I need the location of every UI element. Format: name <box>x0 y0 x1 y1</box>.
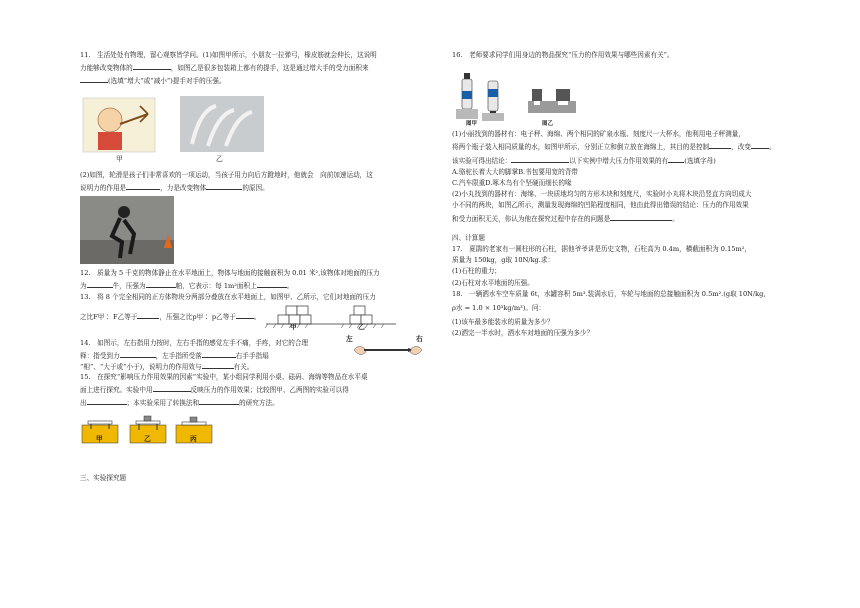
q13-text-d: 。 <box>253 312 261 321</box>
q11-text-c: ，如图乙是很多包装箱上都有的提手，这是通过增大手的受力面积来 <box>170 64 369 73</box>
q11-line3 <box>80 74 425 87</box>
q16-2-text-c: 和受力面积无关，你认为他在探究过程中存在的问题是 <box>452 214 611 223</box>
q12-line1: 12. 质量为 5 千克的物体静止在水平地面上，物体与地面的接触面积为 0.01 米²,该物体对地面的压力 <box>80 269 380 278</box>
q18-line1: 18. 一辆洒水车空车质量 6t，水罐容积 5m³.装满水后，车轮与地面的总接触面积为 0.5m².(g取 10N/kg, <box>452 289 766 298</box>
q12-text-c: 牛，压强为 <box>112 282 146 291</box>
answer-blank[interactable] <box>133 61 171 70</box>
q14-block <box>80 334 425 372</box>
q17-sub2: (2)石柱对水平地面的压强。 <box>452 278 534 287</box>
label-left: 左 <box>346 334 353 343</box>
q16-1-text-b: 将两个瓶子装入相同质量的水，如图甲所示，分别正立和倒立放在海绵上，其目的是控制 <box>452 143 710 152</box>
q14-text-e: “相”、“大于或“小于)，说明力的作用效与 <box>80 362 202 371</box>
q17-line1: 17. 夏鹃的老家有一圆柱形的石柱，据他爷爷讲是历史文物，石柱高为 0.4m，横截面积为 0.15m²， <box>452 245 751 254</box>
answer-blank[interactable] <box>137 310 159 319</box>
label-right: 右 <box>416 334 423 343</box>
q16-2-line2: 小不同的两块，如图乙所示，测量发现海绵的凹陷程度相同，他由此得出错误的结论：压力的作用效果 <box>452 201 749 210</box>
figure-caption-bing: 丙 <box>190 435 197 444</box>
q15-line3 <box>80 396 425 409</box>
q11-figure <box>80 96 425 166</box>
q16-1-text-e: 该实验可得出结论： <box>452 156 512 165</box>
figure-caption-yi: 乙 <box>216 154 223 163</box>
q16-1-line3 <box>452 154 802 167</box>
q17-sub1: (1)石柱的重力； <box>452 267 501 276</box>
q11-line1: 11. 生活处处有物理，留心观察皆学问。(1)如图甲所示，小朋友一拉弹弓，橡皮筋就会伸长，这说明 <box>80 51 377 59</box>
q14-line1: 14. 如图示，左右指用力按时，左右手指的感觉左手不痛，手疼，对它的合理 <box>80 338 309 347</box>
figure-caption-jia: 甲 <box>290 322 297 331</box>
q11-text-b: 力能够改变物体的 <box>80 64 133 73</box>
q16-1-text-f: 以下实例中增大压力作用效果的有 <box>569 156 669 165</box>
figure-caption-yi: 乙 <box>144 435 151 444</box>
q14-text-c: ，左手指所受落 <box>155 351 202 360</box>
q15-text-b: 面上进行探究。实验中用 <box>80 385 153 394</box>
q13-line2 <box>80 310 260 323</box>
q16-option-c-d: C.汽车限重D.啄木鸟有个坚硬而细长的喙 <box>452 179 572 188</box>
q11-2-line2 <box>80 181 425 194</box>
figure-caption-yi: 图乙 <box>542 121 554 128</box>
figure-caption-jia: 甲 <box>116 154 123 163</box>
q16-1-text-g: (选填字母) <box>684 156 716 165</box>
q11-2-text-b: 说明力的作用是 <box>80 183 127 192</box>
q18-line2: ρ水 = 1.0 × 10³kg/m³)。问： <box>452 304 546 313</box>
q16-2-line1: (2)小丸找到的器材有：海绵、一块质地均匀的方形木块和刻度尺，实验时小丸将木块沿竖直方向切成大 <box>452 190 752 199</box>
q15-text-c: 反映压力的作用效果；比较图甲、乙两图的实验可以得 <box>190 385 349 394</box>
answer-blank[interactable] <box>153 383 191 392</box>
q12-text-e: 。 <box>286 282 294 291</box>
answer-blank[interactable] <box>146 279 176 288</box>
q15-text-f: 的研究方法。 <box>239 399 279 408</box>
figure-caption-jia: 图甲 <box>466 121 478 128</box>
q14-text-d: 右手手指塌 <box>235 351 269 360</box>
q16-1-line2 <box>452 140 802 153</box>
q16-1-line1: (1)小丽找到的器材有：电子秤、海绵、两个相同的矿泉水瓶、刻度尺一大杯水，他利用电子秤测量， <box>452 130 745 139</box>
q11-2-text-d: 的原因。 <box>242 183 269 192</box>
roller-skating-photo <box>80 196 174 264</box>
q17-line2: 质量为 150kg，g取 10N/kg.求： <box>452 256 555 265</box>
q11-text-d: (选填“增大”或“减小”)提手对手的压强。 <box>108 77 226 86</box>
figure-caption-yi: 乙 <box>358 322 365 331</box>
answer-blank[interactable] <box>126 181 160 190</box>
q14-text-f: 有关。 <box>233 362 254 371</box>
answer-blank[interactable] <box>610 212 672 221</box>
q15-text-e: ；本实验采用了转换法和 <box>126 399 200 408</box>
q18-sub1: (1)该车最多能装水的质量为多少？ <box>452 318 554 327</box>
answer-blank[interactable] <box>120 349 156 358</box>
q13-text-b: 之比F甲∶ F乙等于 <box>80 312 138 321</box>
section-3-heading: 三、实验探究题 <box>80 474 127 483</box>
q11-2-text-c: ，力是改变物体 <box>160 183 207 192</box>
answer-blank[interactable] <box>87 396 127 405</box>
left-column <box>80 50 425 484</box>
answer-blank[interactable] <box>257 279 287 288</box>
q16-1-text-c: ，改变 <box>731 143 751 152</box>
q13-figure <box>80 304 425 330</box>
q11-2-line1: (2)如图，轮滑是孩子们非常喜欢的一项运动，当孩子用力向后方蹬地时，他就会 向前加速运动，这 <box>80 170 373 179</box>
figure-caption-jia: 甲 <box>96 435 103 444</box>
answer-blank[interactable] <box>199 396 239 405</box>
q16-1-text-d: 。 <box>768 143 776 152</box>
answer-blank[interactable] <box>236 310 254 319</box>
answer-blank[interactable] <box>511 154 569 163</box>
right-column <box>452 50 802 340</box>
q18-sub2: (2)洒完一半水时，洒水车对地面的压强为多少？ <box>452 329 594 338</box>
q16-option-a-b: A.骆驼长着大大的脚掌B.书包要用宽的背带 <box>452 167 578 176</box>
answer-blank[interactable] <box>202 360 234 369</box>
answer-blank[interactable] <box>87 279 113 288</box>
q12-text-d: 帕，它表示：每 1m²面积上 <box>175 282 257 291</box>
q11-line2 <box>80 61 425 74</box>
q16-title: 16. 老师要求同学们用身边的物品探究“压力的作用效果与哪些因素有关”。 <box>452 51 674 59</box>
q12-line2 <box>80 279 425 292</box>
q15-figure <box>80 413 425 447</box>
answer-blank[interactable] <box>206 181 242 190</box>
q15-text-d: 出 <box>80 399 87 408</box>
q14-text-b: 释：指受到力 <box>80 351 120 360</box>
section-4-heading: 四、计算题 <box>452 233 485 242</box>
answer-blank[interactable] <box>668 154 684 163</box>
q14-line3 <box>80 360 253 373</box>
answer-blank[interactable] <box>80 74 108 83</box>
q15-line2 <box>80 383 425 396</box>
answer-blank[interactable] <box>751 140 769 149</box>
q15-line1: 15. 在探究“影响压力作用效果的因素”实验中，某小组同学利用小桌、砝码、海绵等物品在水平桌 <box>80 372 368 381</box>
answer-blank[interactable] <box>709 140 731 149</box>
q13-line1: 13. 将 8 个完全相同的正方体物块分两部分叠放在水平地面上，如图甲、乙所示，它们对地面的压力 <box>80 293 376 302</box>
slingshot-and-handle-images <box>80 96 425 166</box>
q16-2-line3 <box>452 212 802 225</box>
q16-figure <box>452 67 802 129</box>
q13-text-c: ，压强之比p甲∶ p乙等于 <box>159 312 236 321</box>
answer-blank[interactable] <box>202 349 236 358</box>
q12-text-b: 为 <box>80 282 87 291</box>
q16-2-text-d: 。 <box>672 214 679 223</box>
